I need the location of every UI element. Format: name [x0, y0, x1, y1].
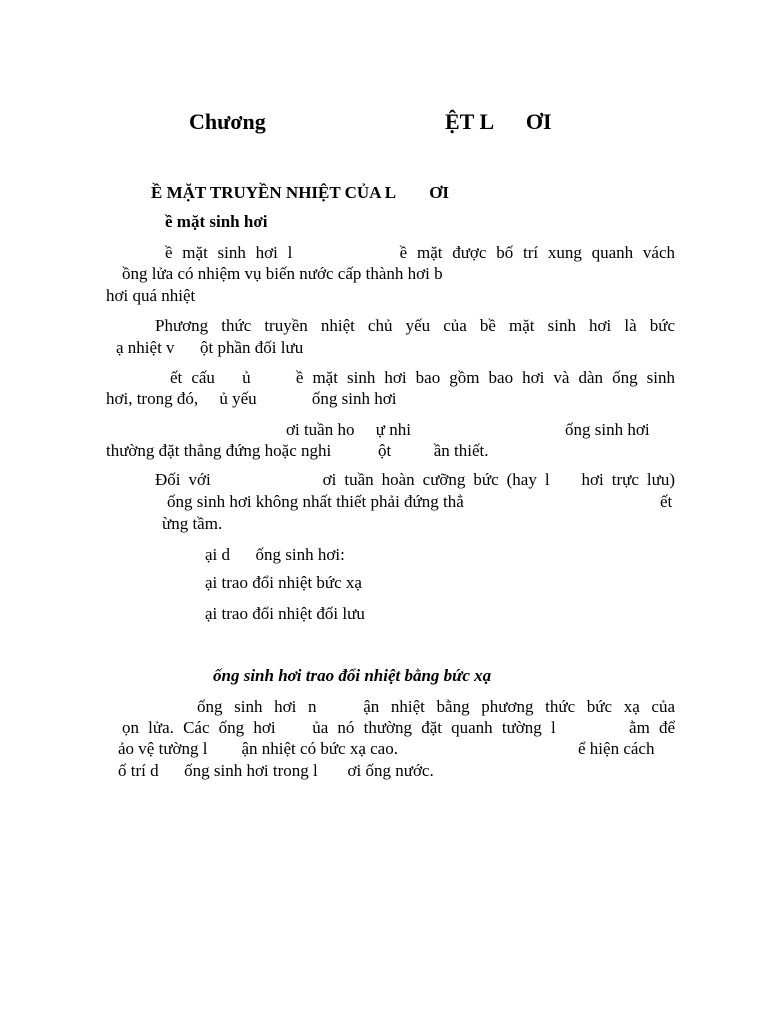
radiation-paragraph-line-3a: ảo vệ tường l ận nhiệt có bức xạ cao.	[118, 739, 398, 758]
paragraph-5-line-3: ừng tầm.	[162, 514, 223, 533]
paragraph-2-line-1: Phương thức truyền nhiệt chủ yếu của bề mặt sinh hơi là bức	[155, 316, 675, 335]
paragraph-4-line-2: thường đặt thẳng đứng hoặc nghi ột ần thiết.	[106, 441, 489, 460]
paragraph-1-line-2: ồng lửa có nhiệm vụ biến nước cấp thành hơi b	[122, 264, 443, 283]
radiation-paragraph-line-2: ọn lửa. Các ống hơi ủa nó thường đặt quanh tường l ằm để	[122, 718, 675, 737]
paragraph-1-line-3: hơi quá nhiệt	[106, 286, 196, 305]
paragraph-5-line-2b: ết	[660, 492, 673, 511]
radiation-paragraph-line-3b: ể hiện cách	[578, 739, 655, 758]
paragraph-4-line-1b: ống sinh hơi	[565, 420, 650, 439]
list-item: ại trao đổi nhiệt bức xạ	[205, 573, 362, 592]
section-heading: Ề MẶT TRUYỀN NHIỆT CỦA L ƠI	[151, 183, 450, 202]
chapter-title-label: Chương	[189, 109, 266, 134]
radiation-paragraph-line-1: ống sinh hơi n ận nhiệt bằng phương thức bức xạ của	[197, 697, 675, 716]
paragraph-1-line-1: ề mặt sinh hơi l ề mặt được bố trí xung quanh vách	[165, 243, 675, 262]
paragraph-5-line-2a: ống sinh hơi không nhất thiết phải đứng thẳ	[167, 492, 464, 511]
list-item: ại trao đổi nhiệt đối lưu	[205, 604, 365, 623]
paragraph-3-line-2: hơi, trong đó, ủ yếu ống sinh hơi	[106, 389, 397, 408]
paragraph-5-line-1: Đối với ơi tuần hoàn cưỡng bức (hay l hơi trực lưu)	[155, 470, 675, 489]
radiation-paragraph-line-4: ố trí d ống sinh hơi trong l ơi ống nước.	[118, 761, 434, 780]
list-intro: ại d ống sinh hơi:	[205, 545, 345, 564]
subsection-heading: ề mặt sinh hơi	[165, 212, 268, 231]
chapter-title: ỆT L ƠI	[445, 109, 552, 134]
paragraph-3-line-1: ết cấu ủ ề mặt sinh hơi bao gồm bao hơi và dàn ống sinh	[170, 368, 675, 387]
radiation-tubes-heading: ống sinh hơi trao đổi nhiệt bằng bức xạ	[213, 666, 492, 685]
paragraph-2-line-2: ạ nhiệt v ột phần đối lưu	[116, 338, 304, 357]
paragraph-4-line-1a: ơi tuần ho ự nhi	[286, 420, 411, 439]
